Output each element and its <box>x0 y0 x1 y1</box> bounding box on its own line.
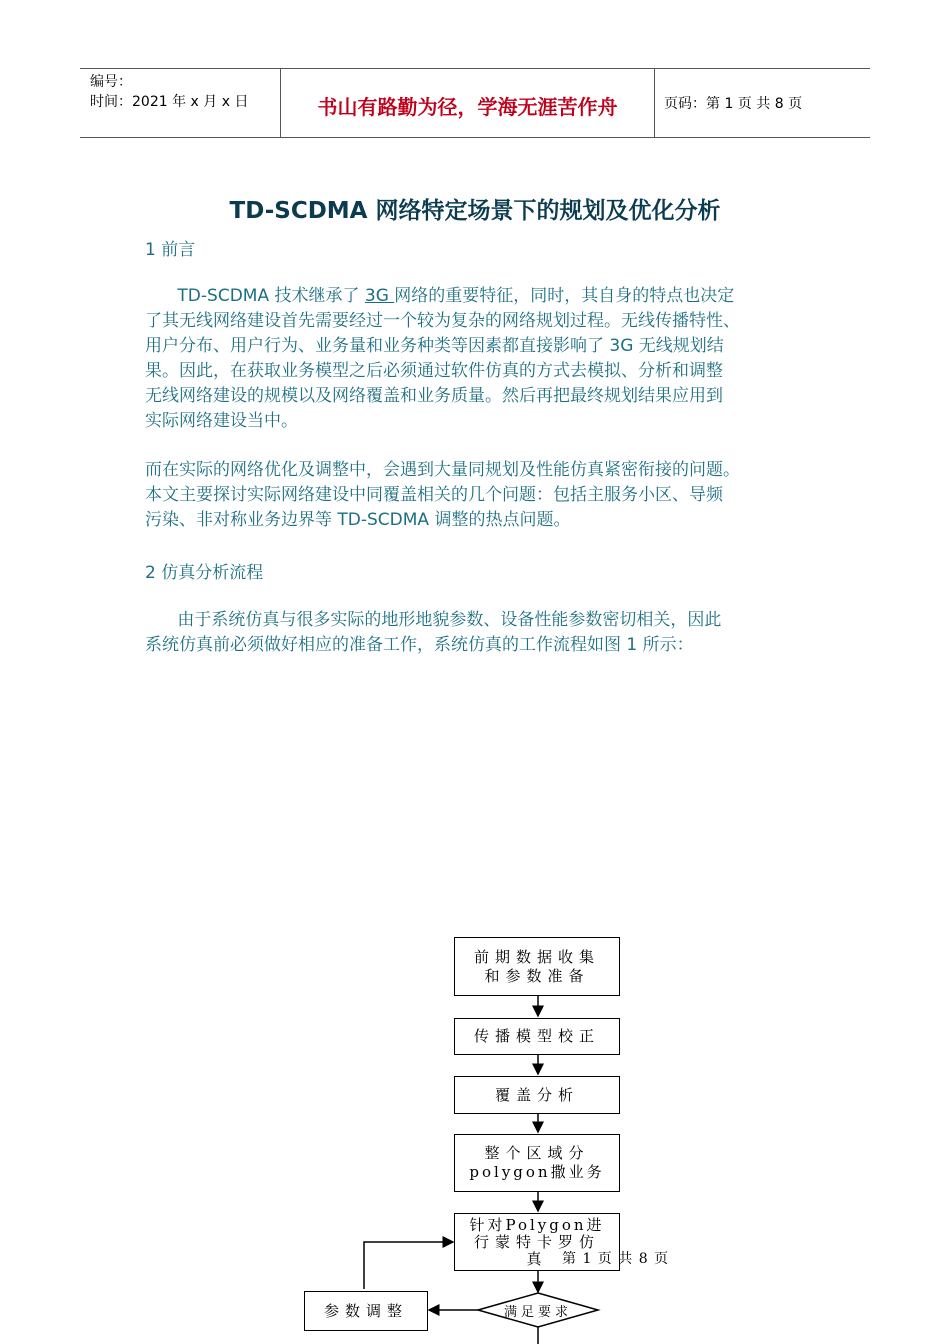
3g-link[interactable]: 3G <box>364 286 395 306</box>
header-right-cell <box>655 69 870 137</box>
paragraph-line: 由于系统仿真与很多实际的地形地貌参数、设备性能参数密切相关，因此 <box>145 610 722 630</box>
flow-step-propagation-model: 传播模型校正 <box>454 1018 620 1055</box>
paragraph-line: 实际网络建设当中。 <box>145 411 298 431</box>
flow-step-monte-carlo: 针对Polygon进 行蒙特卡罗仿 真 <box>454 1213 620 1271</box>
flow-step-data-collection: 前期数据收集 和参数准备 <box>454 937 620 996</box>
document-title: TD-SCDMA 网络特定场景下的规划及优化分析 <box>229 198 721 224</box>
number-label: 编号： <box>90 74 132 90</box>
paragraph-line: 本文主要探讨实际网络建设中同覆盖相关的几个问题：包括主服务小区、导频 <box>145 485 723 505</box>
page-info: 页码：第 1 页 共 8 页 <box>664 96 803 112</box>
flow-step-parameter-adjust: 参数调整 <box>304 1291 428 1331</box>
paragraph-line: 果。因此，在获取业务模型之后必须通过软件仿真的方式去模拟、分析和调整 <box>145 361 723 381</box>
footer-page-note: 第 1 页 共 8 页 <box>562 1251 670 1267</box>
paragraph-line: 用户分布、用户行为、业务量和业务种类等因素都直接影响了 3G 无线规划结 <box>145 336 724 356</box>
header-motto-cell <box>281 69 655 137</box>
paragraph-line: 了其无线网络建设首先需要经过一个较为复杂的网络规划过程。无线传播特性、 <box>145 311 740 331</box>
paragraph-line: 无线网络建设的规模以及网络覆盖和业务质量。然后再把最终规划结果应用到 <box>145 386 723 406</box>
decision-label: 满足要求 <box>503 1305 572 1320</box>
flow-step-coverage-analysis: 覆盖分析 <box>454 1076 620 1114</box>
section-heading-1: 1 前言 <box>145 240 196 260</box>
motto: 书山有路勤为径，学海无涯苦作舟 <box>317 95 618 119</box>
flowchart <box>300 930 620 1344</box>
arrow-adjust-loop <box>364 1242 453 1289</box>
paragraph-line: 系统仿真前必须做好相应的准备工作，系统仿真的工作流程如图 1 所示： <box>145 635 694 655</box>
paragraph-line: 而在实际的网络优化及调整中，会遇到大量同规划及性能仿真紧密衔接的问题。 <box>145 460 740 480</box>
section-heading-2: 2 仿真分析流程 <box>145 563 264 583</box>
paragraph-3 <box>145 608 815 658</box>
page-header <box>80 68 870 138</box>
date-line: 时间：2021 年 x 月 x 日 <box>90 94 249 110</box>
flow-step-polygon-traffic: 整个区域分 polygon撒业务 <box>454 1134 620 1192</box>
paragraph-line: 污染、非对称业务边界等 TD-SCDMA 调整的热点问题。 <box>145 510 571 530</box>
paragraph-2 <box>145 458 815 533</box>
paragraph-line: TD-SCDMA 技术继承了 3G 网络的重要特征，同时，其自身的特点也决定 <box>145 286 735 306</box>
header-left-cell <box>80 69 281 137</box>
paragraph-1 <box>145 284 815 434</box>
